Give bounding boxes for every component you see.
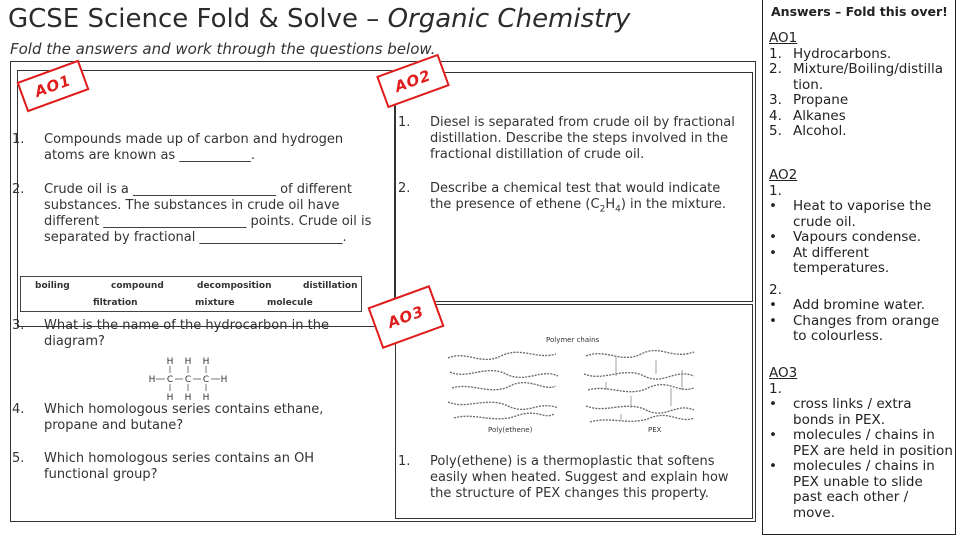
svg-text:H: H	[202, 357, 210, 367]
title-topic: Organic Chemistry	[387, 4, 631, 34]
svg-text:H: H	[220, 375, 228, 385]
answers-ao2: AO2 1. • Heat to vaporise the crude oil. • Vapours condense. • At different temperatures. 2. • Add bromine water. • Changes from orange to colourless.	[769, 168, 953, 345]
propane-structure-diagram	[140, 352, 240, 402]
answer-bullet: • molecules / chains in PEX unable to slide past each other / move.	[769, 458, 935, 521]
svg-text:H: H	[166, 393, 174, 402]
svg-text:H: H	[148, 375, 156, 385]
answers-header: Answers – Fold this over!	[771, 4, 948, 19]
ao2-question-2: 2. Describe a chemical test that would indicate the presence of ethene $(C_2H_4)$ in the mixture.	[398, 181, 726, 215]
answers-ao1: AO1 1. Hydrocarbons. 2. Mixture/Boiling/distilla tion. 3. Propane 4. Alkanes 5. Alcohol.	[769, 31, 953, 140]
answer-bullet: • At different temperatures.	[769, 244, 890, 276]
word-bank-item: decomposition	[197, 281, 272, 291]
svg-text:H: H	[184, 357, 192, 367]
answer-item: 5. Alcohol.	[769, 123, 847, 139]
svg-text:H: H	[166, 357, 174, 367]
word-bank-item: compound	[111, 281, 164, 291]
answer-bullet: • molecules / chains in PEX are held in position	[769, 427, 953, 459]
title-main: GCSE Science Fold & Solve –	[8, 4, 388, 34]
ao3-question-3: 3. What is the name of the hydrocarbon in the diagram?	[12, 318, 329, 349]
answer-bullet: • cross links / extra bonds in PEX.	[769, 396, 912, 428]
svg-text:PEX: PEX	[648, 426, 662, 434]
ao2-question-1: 1. Diesel is separated from crude oil by fractional distillation. Describe the steps involved in the fractional distillation of crude oil.	[398, 115, 735, 162]
word-bank-item: distillation	[303, 281, 358, 291]
answer-item: 1. Hydrocarbons.	[769, 45, 892, 62]
polymer-chains-diagram	[446, 330, 696, 440]
page-title	[8, 4, 630, 34]
ao1-question-2: 2. Crude oil is a ______________________ of different substances. The substances in crude oil have different ______________________ points. Crude oil is separated by fractional ______________________.	[12, 182, 372, 245]
word-bank-item: mixture	[195, 298, 235, 308]
ao1-question-1: 1. Compounds made up of carbon and hydrogen atoms are known as ___________.	[12, 132, 344, 163]
answer-bullet: • Add bromine water.	[769, 297, 926, 313]
word-bank	[20, 276, 362, 312]
svg-text:C: C	[184, 375, 192, 385]
answer-item: 4. Alkanes	[769, 107, 846, 124]
svg-text:H: H	[184, 393, 192, 402]
svg-text:H: H	[202, 393, 210, 402]
ao3-question-4: 4. Which homologous series contains ethane, propane and butane?	[12, 402, 324, 433]
word-bank-item: boiling	[35, 281, 70, 291]
answer-bullet: • Heat to vaporise the crude oil.	[769, 198, 932, 230]
page-subtitle: Fold the answers and work through the questions below.	[10, 40, 436, 58]
ao2-badge: AO2	[376, 54, 450, 109]
answer-bullet: • Vapours condense.	[769, 229, 922, 245]
ao1-badge: AO1	[17, 60, 90, 113]
answer-item: 3. Propane	[769, 92, 849, 108]
ao3-question-5: 5. Which homologous series contains an OH functional group?	[12, 451, 315, 482]
svg-text:C: C	[202, 375, 210, 385]
svg-text:Polymer chains: Polymer chains	[546, 336, 600, 344]
ao3-right-question-1: 1. Poly(ethene) is a thermoplastic that softens easily when heated. Suggest and explain how the structure of PEX changes this property.	[398, 454, 729, 501]
word-bank-item: filtration	[93, 298, 138, 308]
answer-bullet: • Changes from orange to colourless.	[769, 312, 940, 344]
svg-text:C: C	[166, 375, 174, 385]
svg-text:Poly(ethene): Poly(ethene)	[488, 426, 533, 434]
word-bank-item: molecule	[267, 298, 313, 308]
answers-panel	[762, 0, 956, 535]
ao3-badge: AO3	[367, 285, 444, 349]
answer-item: 2. Mixture/Boiling/distilla tion.	[769, 61, 943, 93]
answers-ao3: AO3 1. • cross links / extra bonds in PEX. • molecules / chains in PEX are held in position • molecules / chains in PEX unable to slide past each other / move.	[769, 365, 953, 521]
